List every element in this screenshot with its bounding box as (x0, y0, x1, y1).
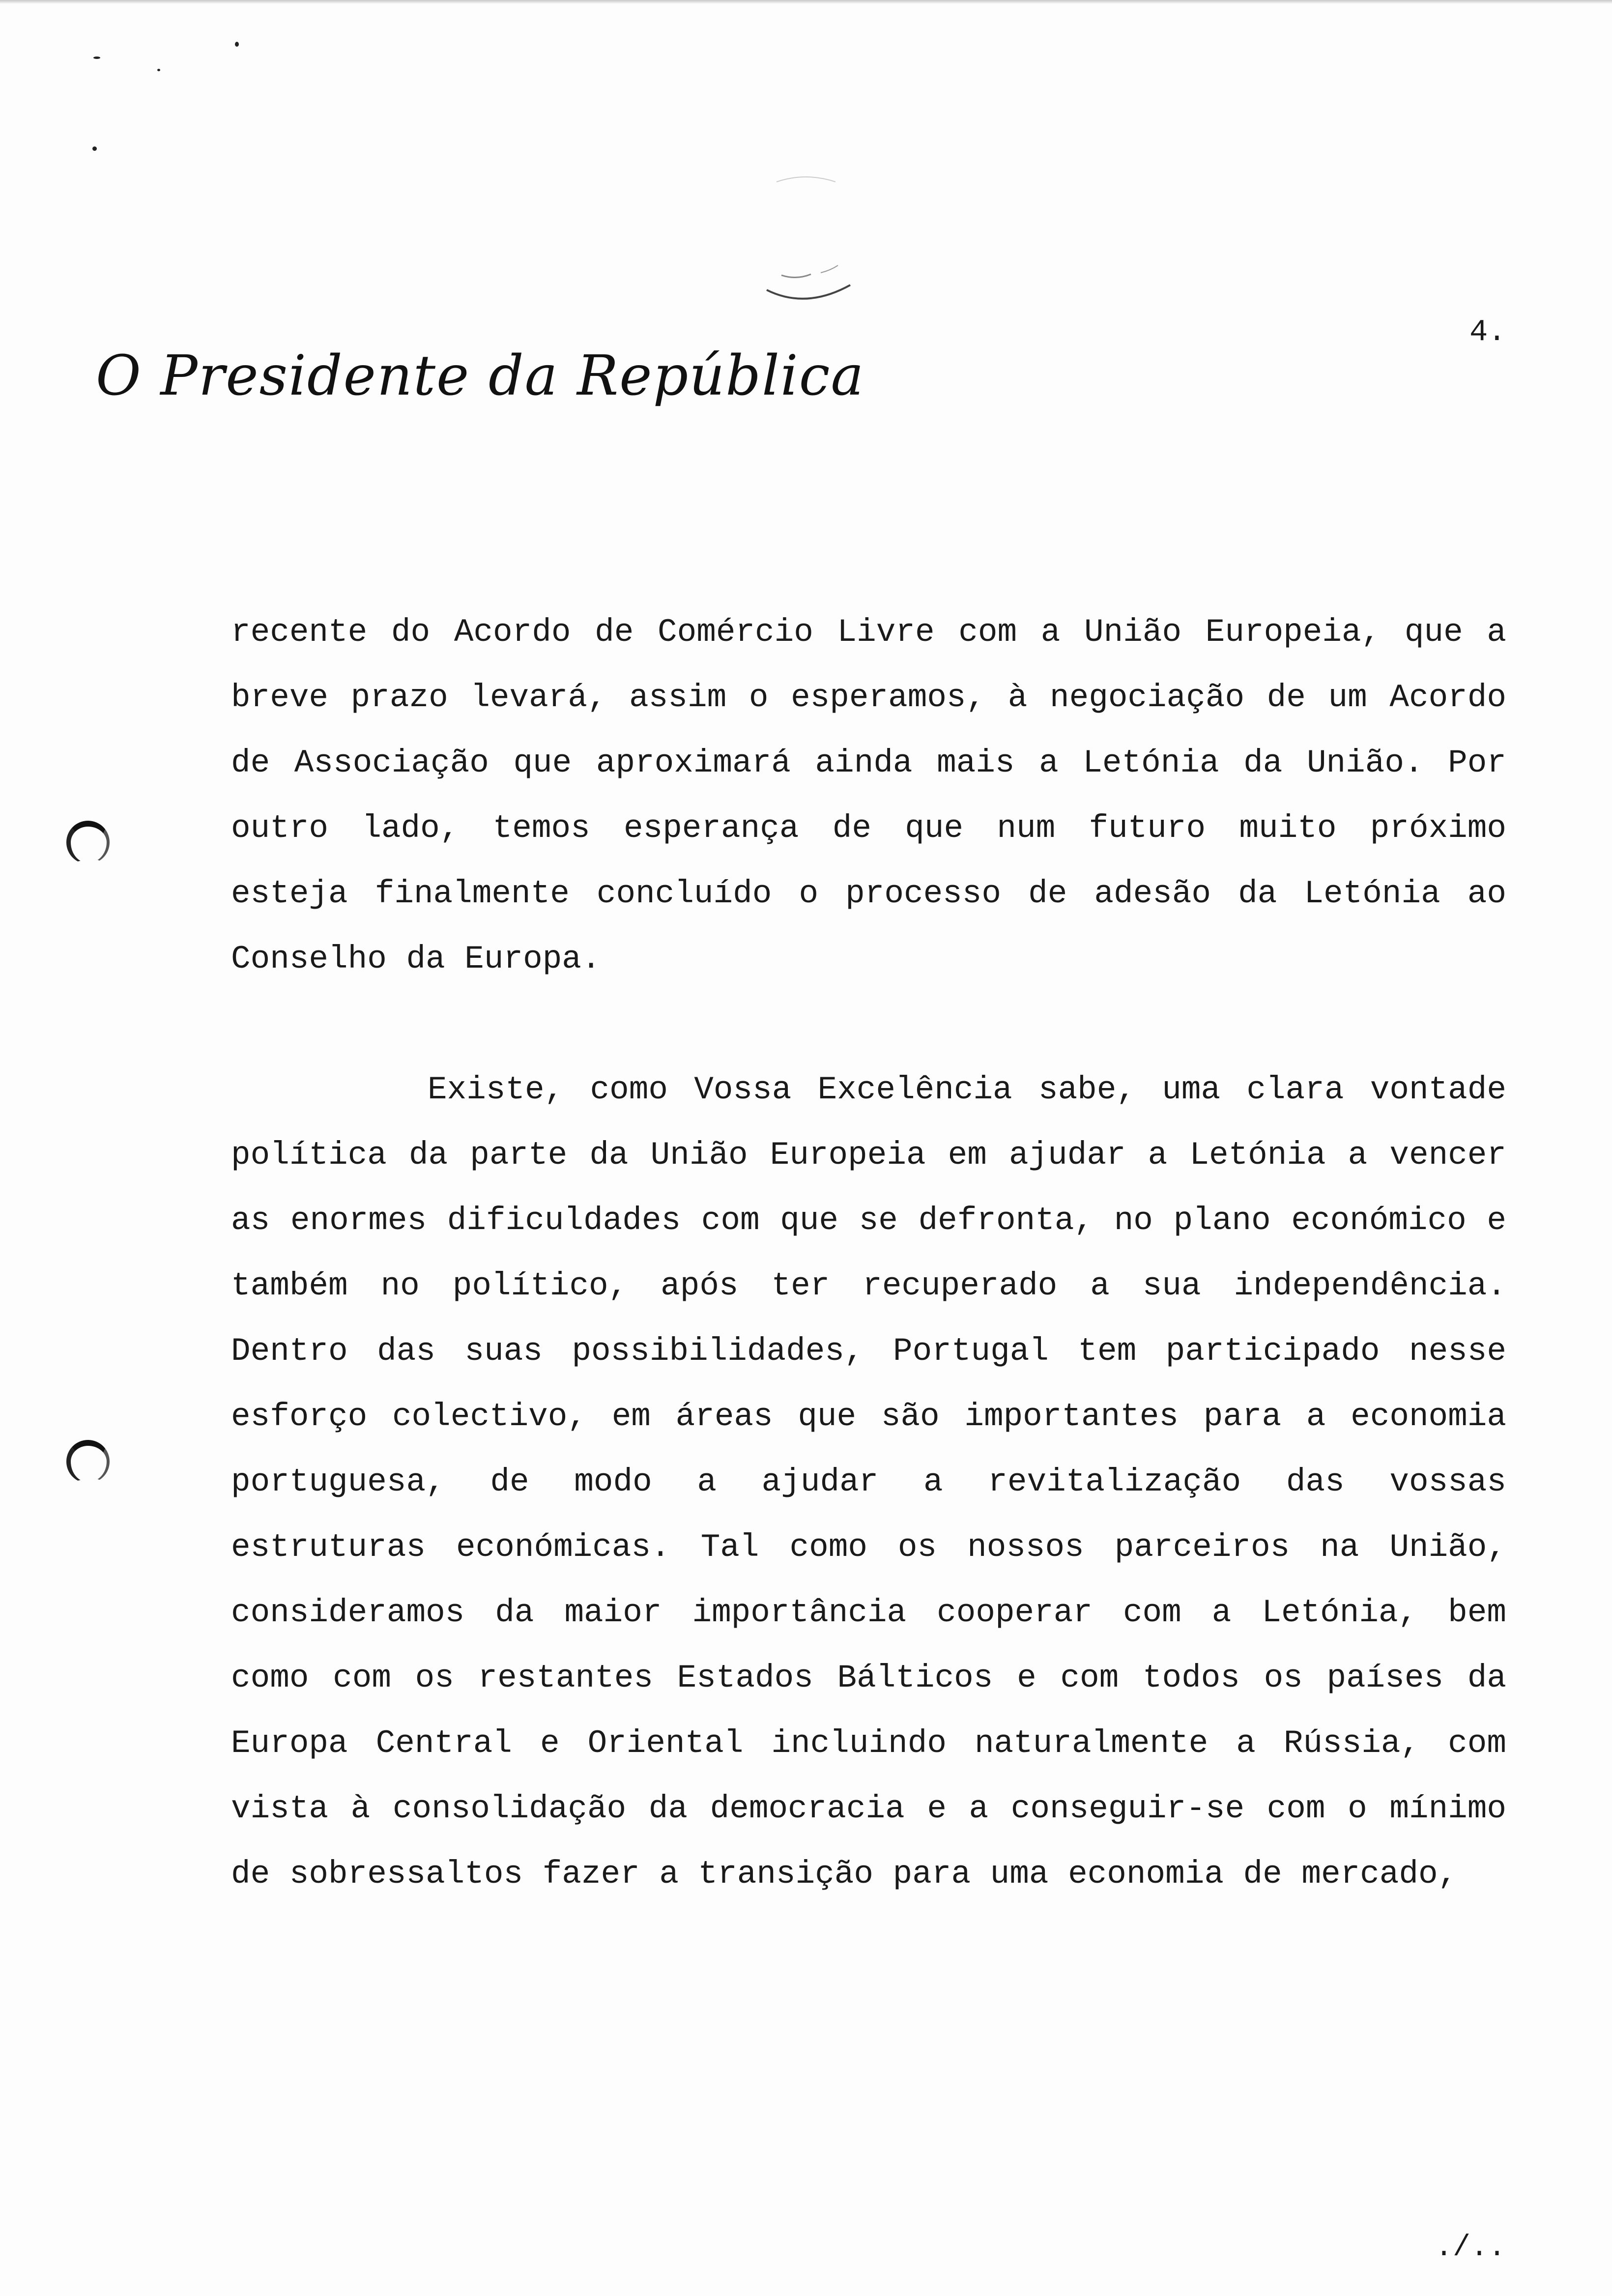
scan-speck (93, 57, 100, 59)
faint-seal-mark (747, 162, 865, 310)
scan-speck (92, 146, 97, 151)
scan-speck (157, 69, 160, 71)
letterhead-signature: O Presidente da República (96, 344, 865, 408)
continuation-mark: ./.. (1435, 2231, 1506, 2265)
scan-speck (235, 42, 239, 47)
letter-body (231, 600, 1506, 1907)
paragraph: Existe, como Vossa Excelência sabe, uma clara vontade política da parte da União Europeia em ajudar a Letónia a vencer as enormes dificuldades com que se defronta, no plano económico e também no político, após ter recuperado a sua independência. Dentro das suas possibilidades, Portugal tem participado nesse esforço colectivo, em áreas que são importantes para a economia portuguesa, de modo a ajudar a revitalização das vossas estruturas económicas. Tal como os nossos parceiros na União, consideramos da maior importância cooperar com a Letónia, bem como com os restantes Estados Bálticos e com todos os países da Europa Central e Oriental incluindo naturalmente a Rússia, com vista à consolidação da democracia e a conseguir-se com o mínimo de sobressaltos fazer a transição para uma economia de mercado, (231, 1071, 1506, 1893)
punch-hole (66, 1440, 110, 1483)
scan-edge (0, 0, 1612, 4)
punch-hole (66, 821, 110, 864)
paragraph: recente do Acordo de Comércio Livre com a União Europeia, que a breve prazo levará, assim o esperamos, à negociação de um Acordo de Associação que aproximará ainda mais a Letónia da União. Por outro lado, temos esperança de que num futuro muito próximo esteja finalmente concluído o processo de adesão da Letónia ao Conselho da Europa. (231, 614, 1506, 977)
page-number: 4. (1469, 315, 1506, 349)
